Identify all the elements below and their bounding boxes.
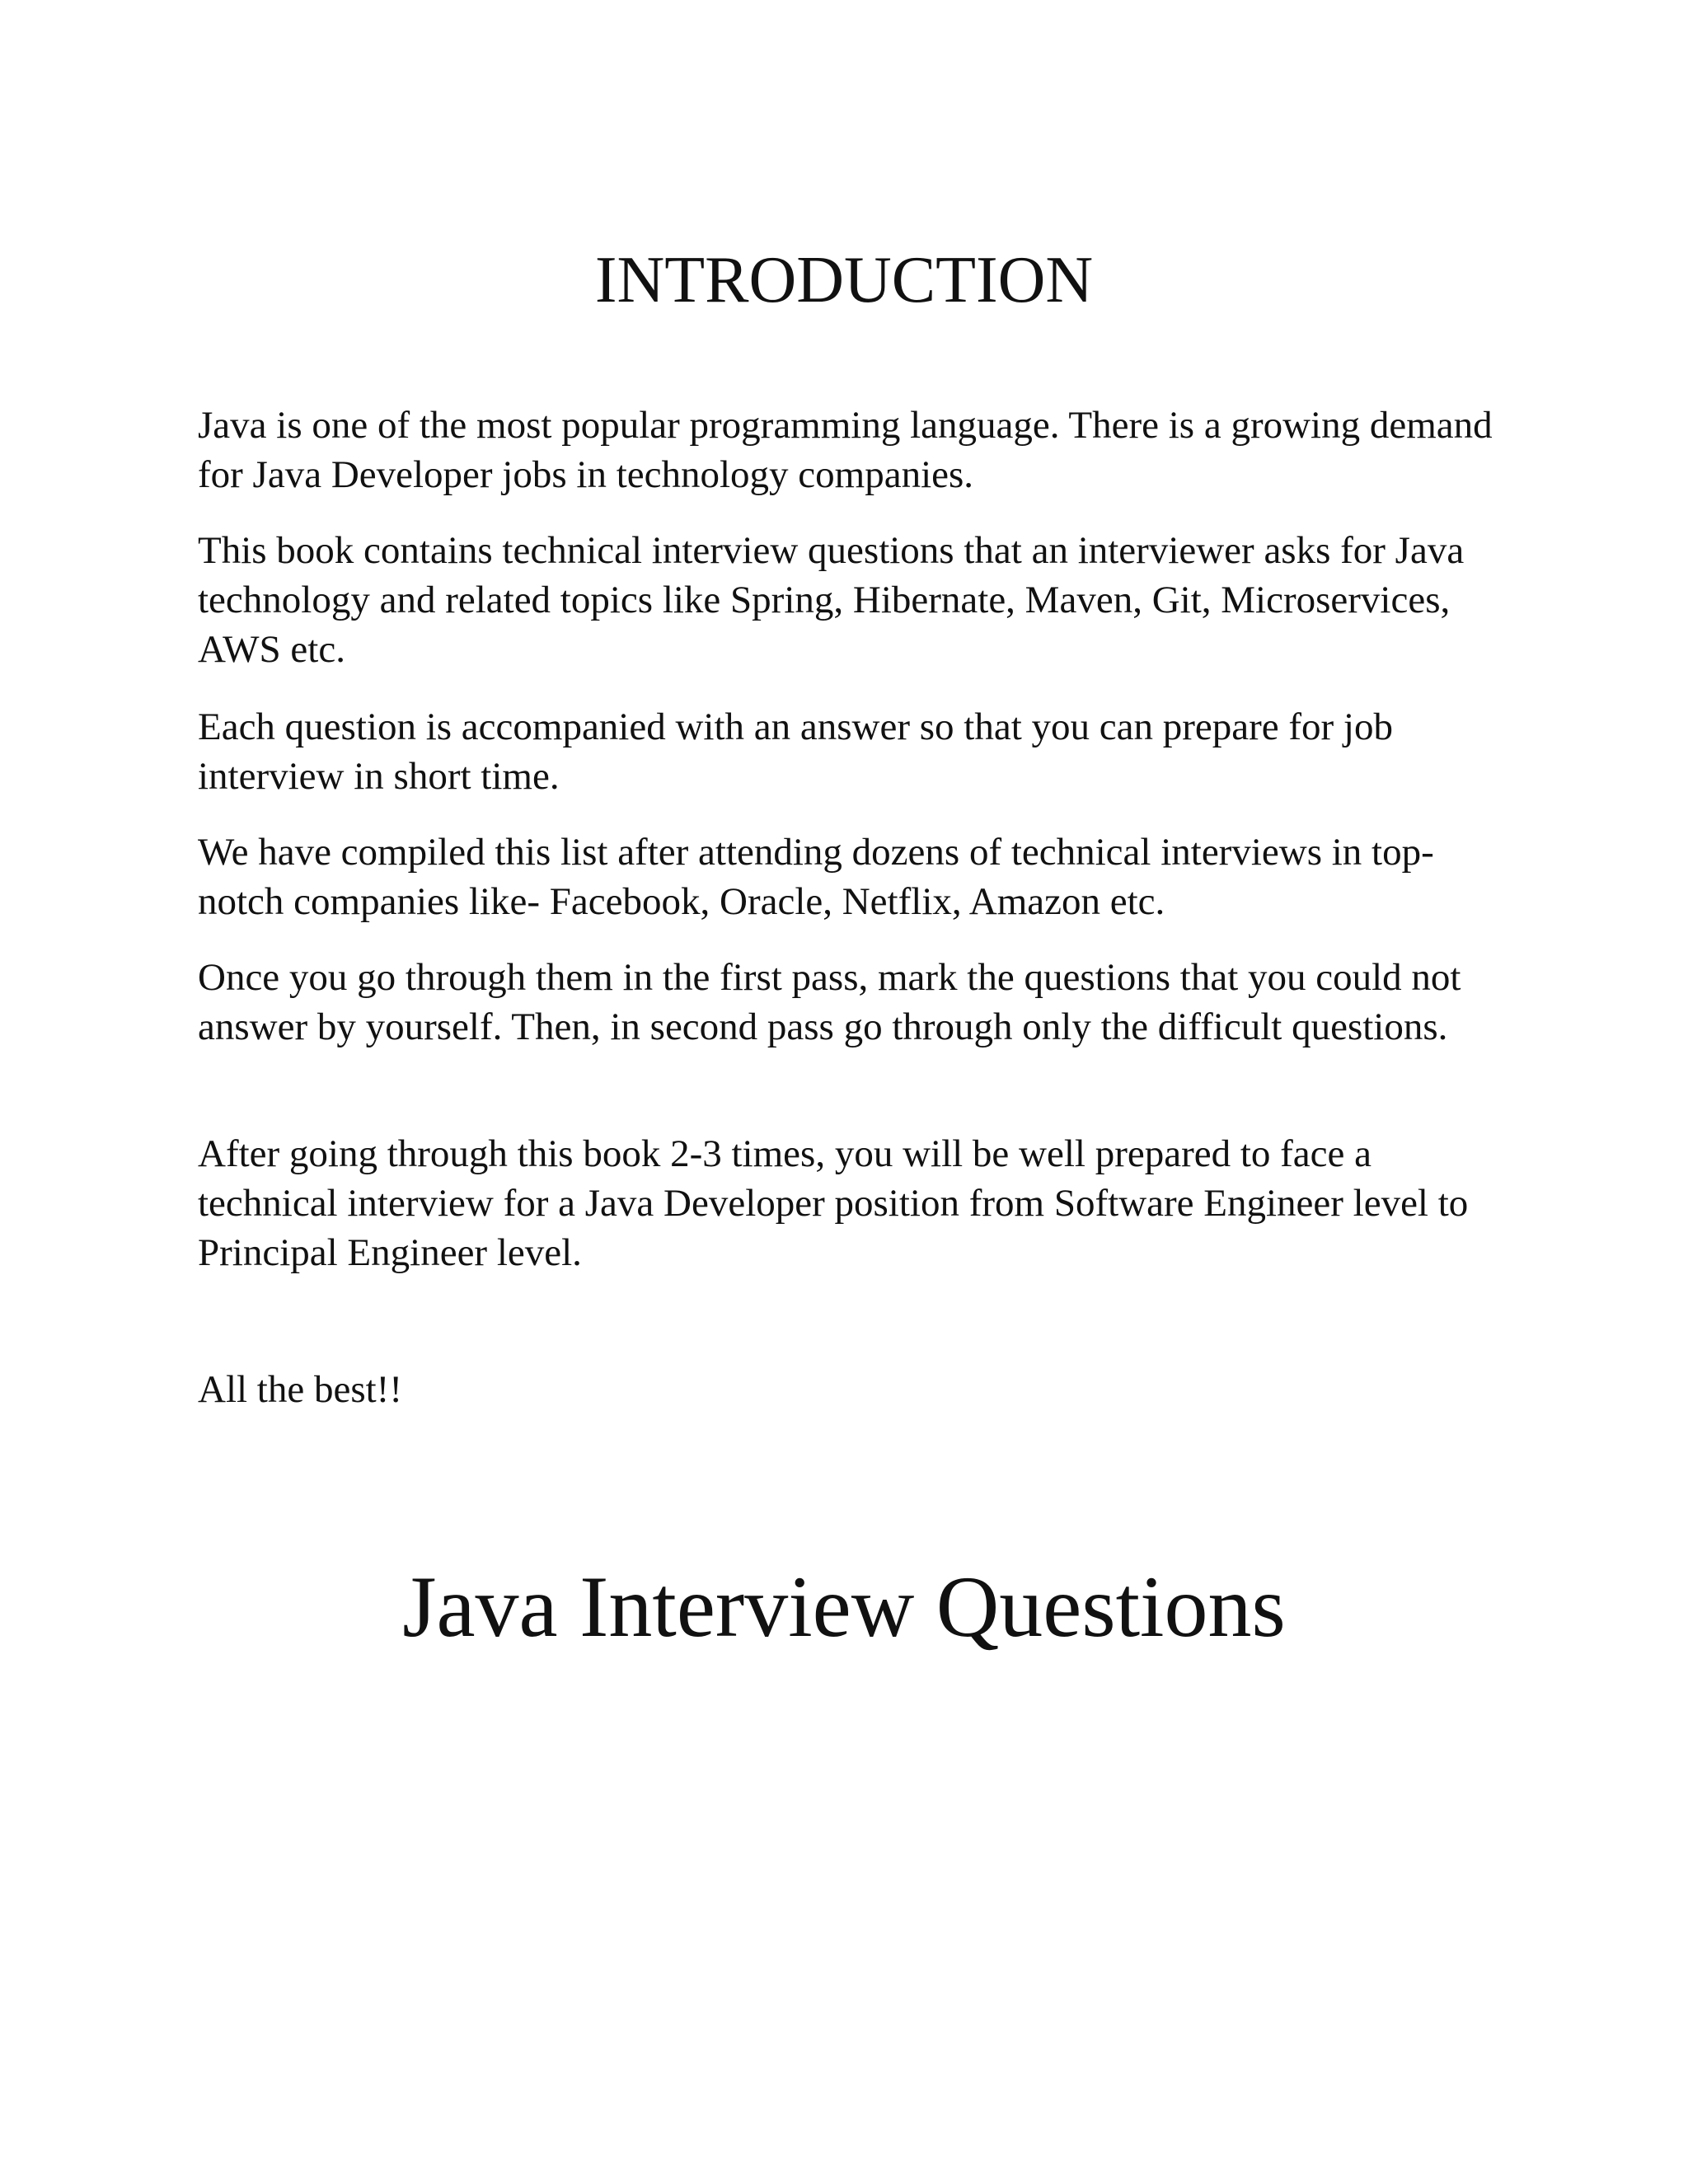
intro-paragraph: This book contains technical interview questions that an interviewer asks for Java technology and related topics like Spring, Hibernate, Maven, Git, Microservices, AWS etc. <box>198 529 1465 671</box>
section-heading: Java Interview Questions <box>402 1558 1286 1655</box>
intro-paragraph: Each question is accompanied with an answer so that you can prepare for job interview in short time. <box>198 705 1393 798</box>
closing-line: All the best!! <box>198 1368 402 1411</box>
intro-paragraph: After going through this book 2-3 times, you will be well prepared to face a technical interview for a Java Developer position from Software Engineer level to Principal Engineer level. <box>198 1132 1469 1274</box>
intro-paragraph: Java is one of the most popular programming language. There is a growing demand for Java Developer jobs in technology companies. <box>198 404 1493 496</box>
intro-paragraph: We have compiled this list after attending dozens of technical interviews in top-notch companies like- Facebook, Oracle, Netflix, Amazon etc. <box>198 831 1434 923</box>
intro-paragraph: Once you go through them in the first pass, mark the questions that you could not answer by yourself. Then, in second pass go through only the difficult questions. <box>198 956 1461 1048</box>
page-title: INTRODUCTION <box>594 244 1094 316</box>
